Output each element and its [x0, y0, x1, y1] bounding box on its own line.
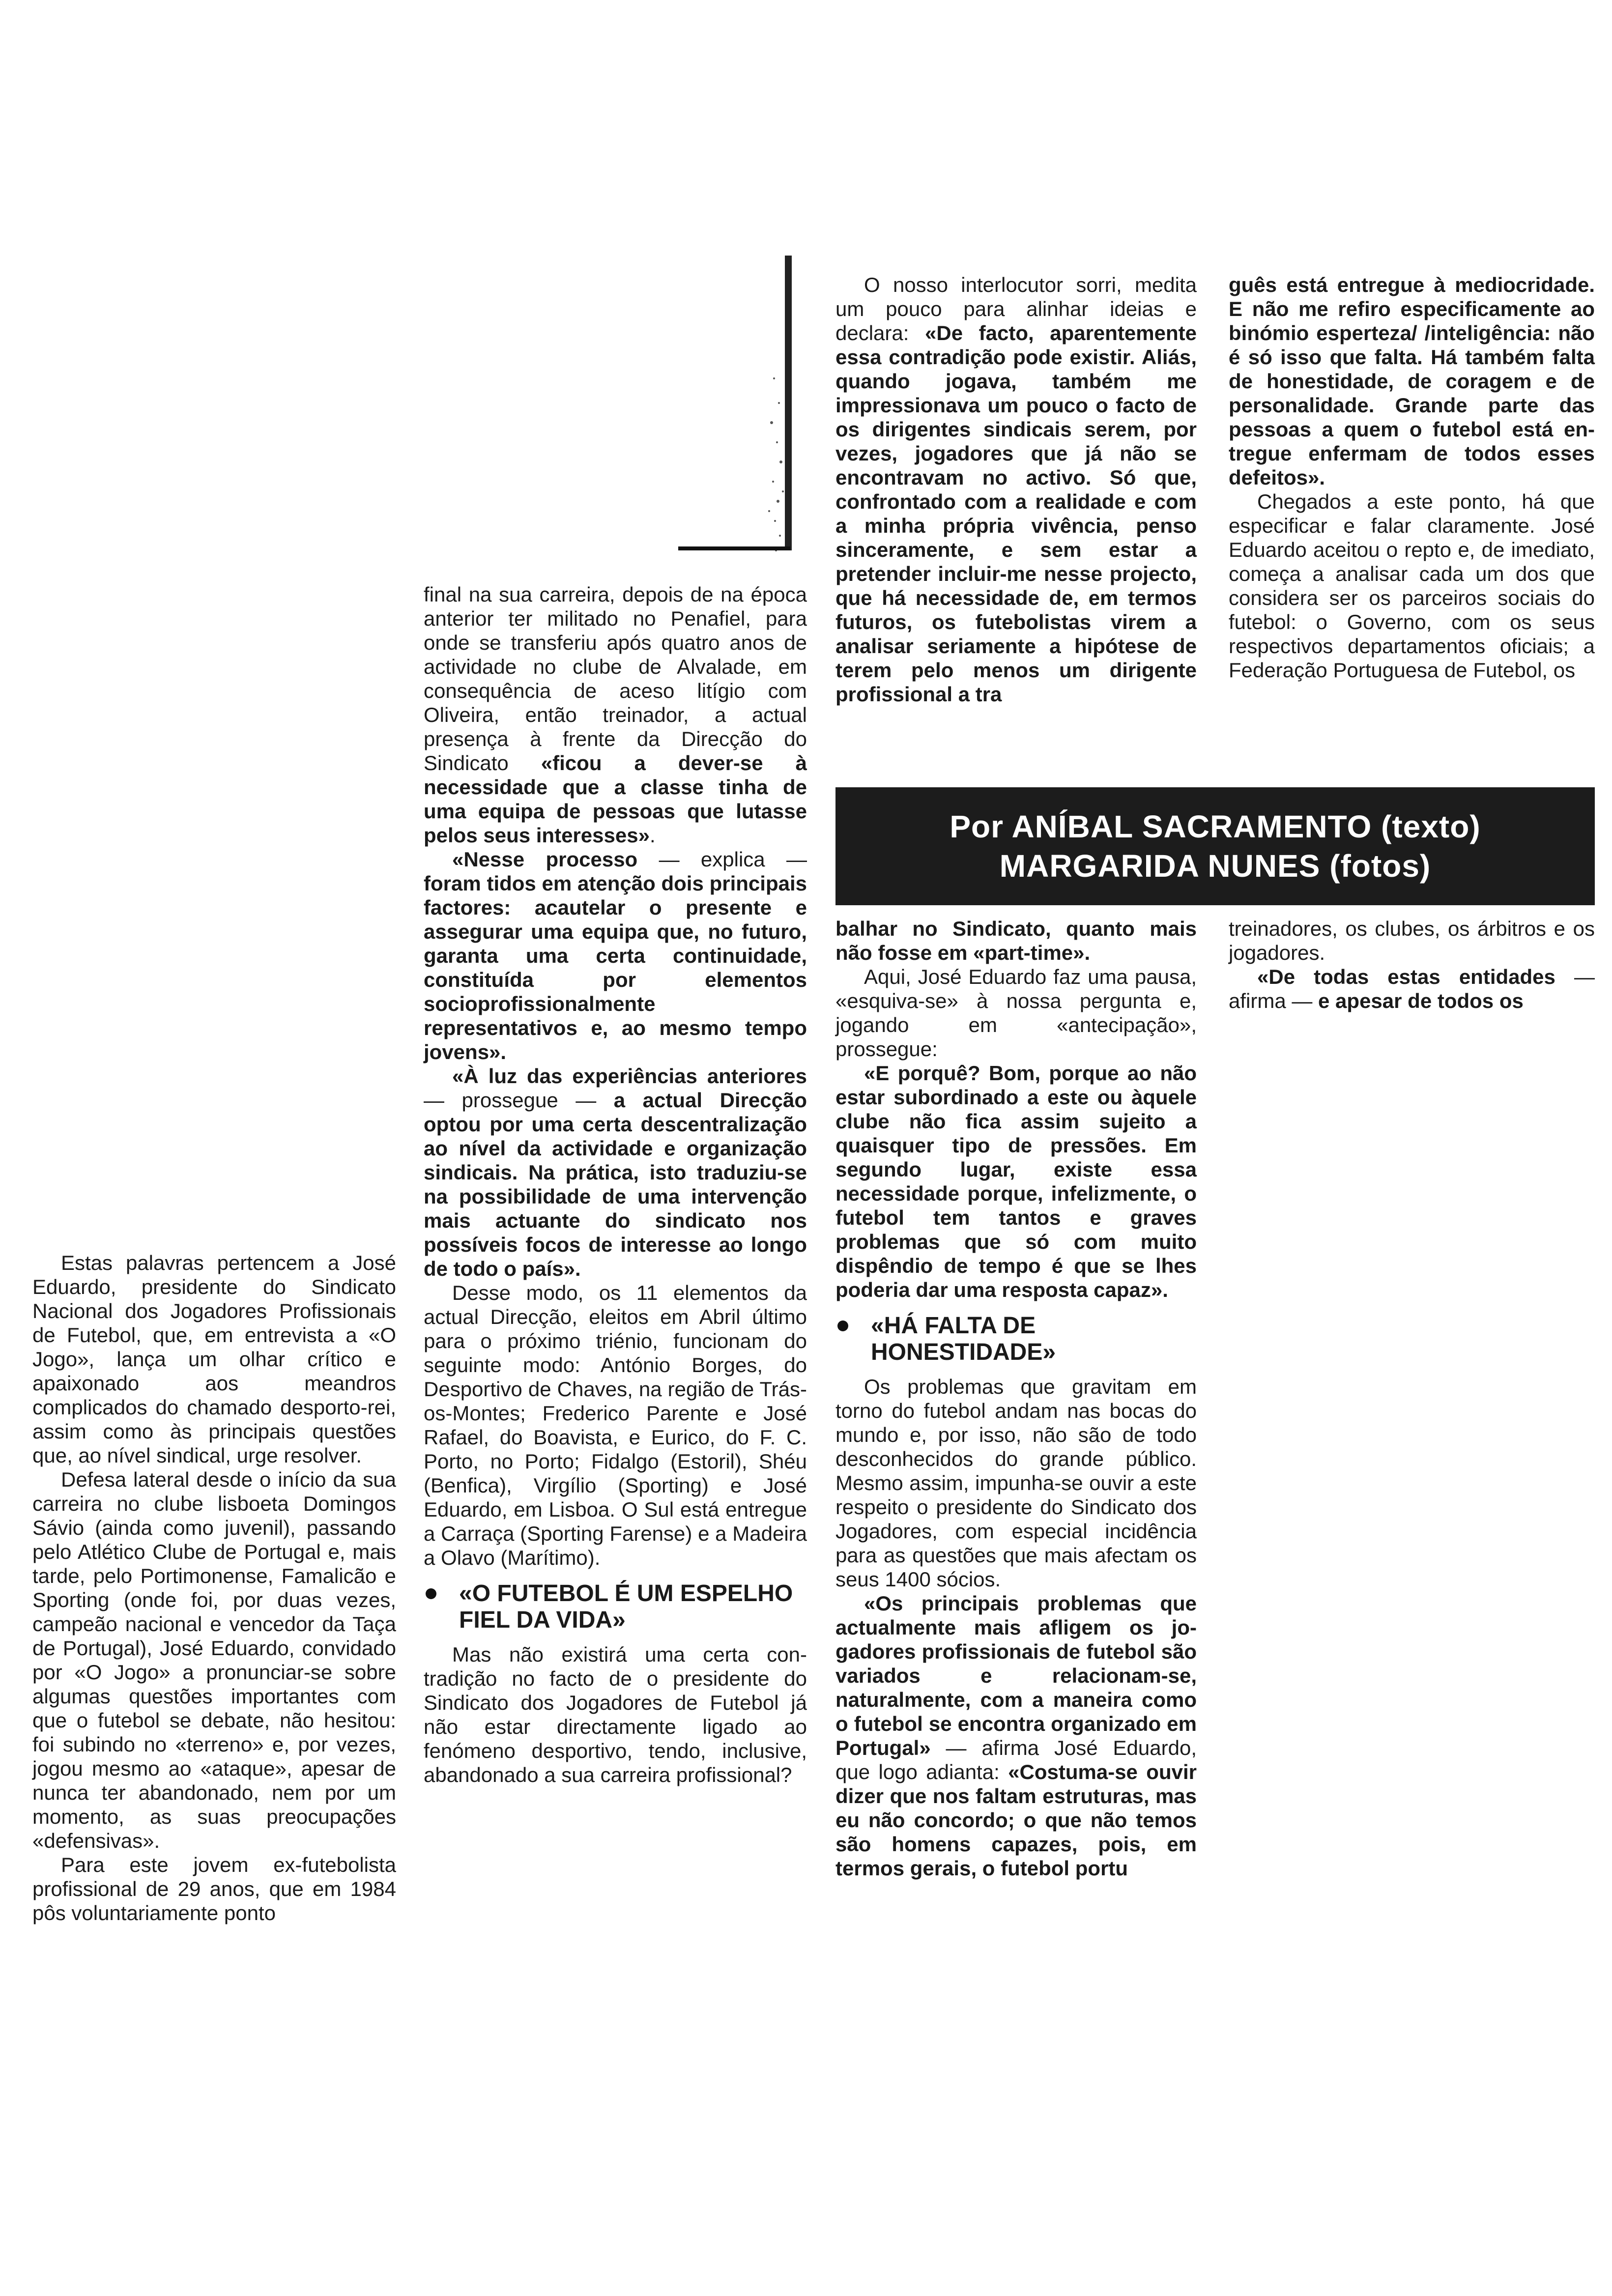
body-text: final na sua carreira, depois de na época anterior ter militado no Penafiel, para onde se transferiu após quatro anos de actividade no clube de Alvalade, em consequência de aceso litígio com Oliveira, então treinador, a actual presença à frente da Direcção do Sindicato	[424, 583, 807, 775]
quote-text: «Os principais problemas que actualmente mais afligem os jogadores profissionais de futebol são variados e relacionam-se, naturalmente, com a maneira como o futebol se encontra organizado em Portugal»	[835, 1592, 1197, 1759]
article-paragraph	[835, 1375, 1197, 1591]
article-paragraph	[424, 847, 807, 1064]
article-paragraph	[424, 1064, 807, 1281]
quote-text: «E porquê? Bom, porque ao não estar subordinado a este ou àquele clube não fica assim sujeito a quaisquer tipo de pressões. Em segundo lugar, existe essa necessidade porque, infelizmente, o futebol tem tantos e graves problemas que só com muito dispêndio de tempo é que se lhes poderia dar uma resposta capaz».	[835, 1062, 1197, 1301]
body-text: O nosso interlocutor sorri, medita um pouco para alinhar ideias e declara:	[835, 273, 1197, 344]
photo-bottom-edge	[678, 546, 790, 550]
quote-text: «De todas estas entidades	[1257, 965, 1555, 988]
body-text: Defesa lateral desde o início da sua carreira no clube lisboeta Domingos Sávio (ainda como juvenil), passando pelo Atlético Clube de Portugal e, mais tarde, pelo Portimonense, Famalicão e Sporting (onde foi, por duas vezes, campeão nacional e vencedor da Taça de Portugal), José Eduardo, convidado por «O Jogo» a pronunciar-se sobre algumas questões importantes com que o futebol se debate, não hesitou: foi subindo no «terreno» e, por vezes, jogou mesmo ao «ataque», apesar de nunca ter abandonado, nem por um momento, as suas preocupações «defensivas».	[32, 1468, 396, 1852]
quote-text: «À luz das experiências anteriores	[452, 1064, 807, 1088]
body-text: Mas não existirá uma certa contradição no facto de o presidente do Sindicato dos Jogadores de Futebol já não estar directamente ligado ao fenómeno desportivo, tendo, inclusive, abandonado a sua carreira profissional?	[424, 1643, 807, 1786]
quote-text: «De facto, aparentemente essa contradição pode existir. Aliás, quando jogava, também me impressionava um pouco o facto de os dirigentes sindicais serem, por vezes, jogadores que já não se encontravam no activo. Só que, confrontado com a realidade e com a minha própria vivência, penso sinceramente, e sem estar a pretender incluir-me nesse projecto, que há necessidade de, em termos futuros, os futebolistas virem a analisar seriamente a hipótese de terem pelo menos um dirigente profissional a tra	[835, 321, 1197, 706]
bullet-icon	[837, 1320, 848, 1331]
quote-text: e apesar de todos os	[1318, 989, 1524, 1012]
section-subheading	[835, 1313, 1197, 1366]
subheading-text: «O FUTEBOL É UM ESPELHO FIEL DA VIDA»	[459, 1580, 793, 1633]
body-text: Estas palavras pertencem a José Eduardo, presidente do Sindicato Nacional dos Jogadores Profissionais de Futebol, que, em entrevista a «O Jogo», lança um olhar crítico e apaixonado aos meandros complicados do chamado desporto-rei, assim como às principais questões que, ao nível sindical, urge resolver.	[32, 1251, 396, 1467]
quote-text: «ficou a dever-se à necessidade que a classe tinha de uma equipa de pessoas que lutasse pelos seus interesses»	[424, 751, 807, 847]
author-byline-banner	[835, 787, 1595, 905]
article-paragraph	[835, 1061, 1197, 1302]
body-text: .	[649, 824, 656, 847]
body-text: — prossegue —	[424, 1089, 614, 1112]
article-paragraph	[32, 1251, 396, 1467]
body-text: treinadores, os clubes, os árbitros e os jogadores.	[1229, 917, 1595, 964]
body-text: Para este jovem ex-futebolista profissional de 29 anos, que em 1984 pôs voluntariamente ponto	[32, 1853, 396, 1924]
article-column-2	[424, 582, 807, 1787]
body-text: — explica —	[637, 848, 807, 871]
body-text: Os problemas que gravitam em torno do futebol andam nas bocas do mundo e, por isso, não são de todo desconhecidos do grande público. Mesmo assim, impunha-se ouvir a este respeito o presidente do Sindicato dos Jogadores, com especial incidência para as questões que mais afectam os seus 1400 sócios.	[835, 1375, 1197, 1591]
body-text: — afirma José Eduardo, que logo adianta:	[835, 1736, 1197, 1783]
article-paragraph	[424, 1281, 807, 1570]
quote-text: foram tidos em atenção dois principais factores: acautelar o presente e assegurar uma equipa que, no futuro, garanta uma certa continuidade, constituída por elementos socioprofissionalmente representativos e, ao mesmo tempo jovens».	[424, 872, 807, 1063]
article-paragraph	[32, 1467, 396, 1853]
body-text: Desse modo, os 11 elementos da actual Direcção, eleitos em Abril último para o próximo triénio, funcionam do seguinte modo: António Borges, do Desportivo de Chaves, na região de Trás-os-Montes; Frederico Parente e José Rafael, do Boavista, e Eurico, do F. C. Porto, no Porto; Fidalgo (Estoril), Shéu (Benfica), Virgílio (Sporting) e José Eduardo, em Lisboa. O Sul está entregue a Carraça (Sporting Farense) e a Madeira a Olavo (Marítimo).	[424, 1281, 807, 1569]
article-column-3-bottom	[835, 917, 1197, 1880]
section-subheading	[424, 1580, 807, 1634]
quote-text: «Costuma-se ouvir dizer que nos faltam estruturas, mas eu não concordo; o que não temos são homens capazes, pois, em termos gerais, o futebol portu	[835, 1760, 1197, 1880]
quote-text: guês está entregue à mediocridade. E não me refiro especificamente ao binómio esperteza/ /inteligência: não é só isso que falta. Há também falta de honestidade, de coragem e de personalidade. Grande parte das pessoas a quem o futebol está entregue enfermam de todos esses defeitos».	[1229, 273, 1595, 489]
article-paragraph	[1229, 965, 1595, 1013]
article-column-3-top	[835, 273, 1197, 706]
article-paragraph	[835, 965, 1197, 1061]
article-paragraph	[835, 273, 1197, 706]
article-paragraph	[835, 917, 1197, 965]
article-column-4-bottom	[1229, 917, 1595, 1013]
body-text: Chegados a este ponto, há que especificar e falar claramente. José Eduardo aceitou o repto e, de imediato, começa a analisar cada um dos que considera ser os parceiros sociais do futebol: o Governo, com os seus respectivos departamentos oficiais; a Federação Portuguesa de Futebol, os	[1229, 490, 1595, 682]
article-paragraph	[424, 1642, 807, 1787]
article-column-4-top	[1229, 273, 1595, 682]
photo-edge-decoration	[745, 256, 794, 560]
article-paragraph	[1229, 489, 1595, 682]
subheading-text: «HÁ FALTA DE HONESTIDADE»	[871, 1313, 1056, 1365]
byline-photo-credit: MARGARIDA NUNES (fotos)	[999, 848, 1431, 884]
article-paragraph	[1229, 273, 1595, 489]
byline-text-author: Por ANÍBAL SACRAMENTO (texto)	[950, 809, 1481, 844]
article-column-1	[32, 1251, 396, 1925]
quote-text: «Nesse processo	[452, 848, 638, 871]
article-paragraph	[1229, 917, 1595, 965]
article-paragraph	[835, 1591, 1197, 1880]
bullet-icon	[426, 1588, 436, 1599]
quote-text: balhar no Sindicato, quanto mais não fosse em «part-time».	[835, 917, 1197, 964]
article-paragraph	[32, 1853, 396, 1925]
body-text: Aqui, José Eduardo faz uma pausa, «esquiva-se» à nossa pergunta e, jogando em «antecipação», prossegue:	[835, 965, 1197, 1061]
quote-text: a actual Direcção optou por uma certa descentralização ao nível da actividade e organização sindicais. Na prática, isto traduziu-se na possibilidade de uma intervenção mais actuante do sindicato nos possíveis focos de interesse ao longo de todo o país».	[424, 1089, 807, 1280]
article-paragraph	[424, 582, 807, 847]
body-text: — afirma —	[1229, 965, 1595, 1012]
